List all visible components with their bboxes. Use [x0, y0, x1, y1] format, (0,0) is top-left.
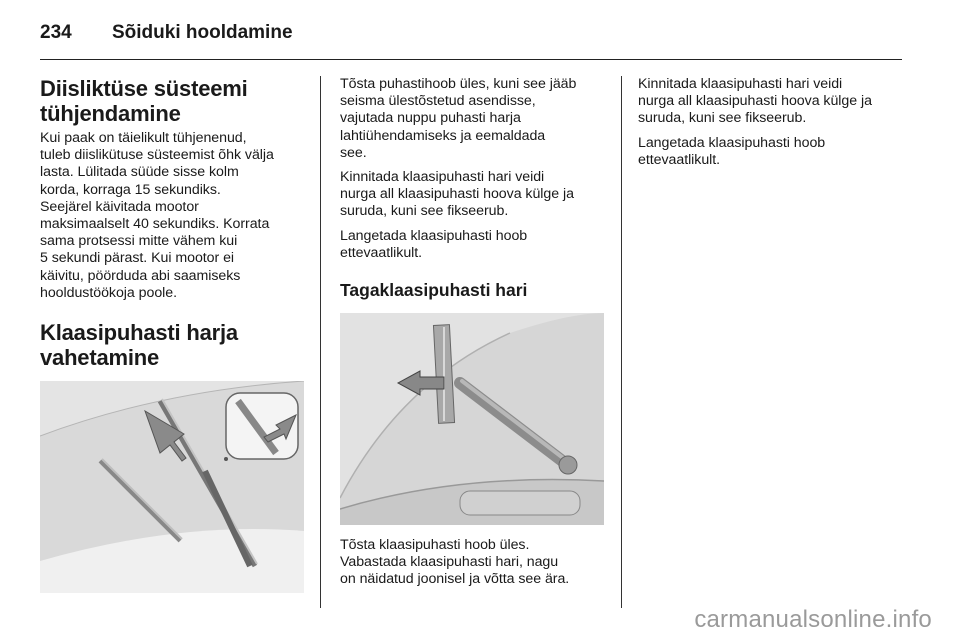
page-number: 234	[40, 22, 72, 43]
watermark: carmanualsonline.info	[694, 606, 932, 633]
text-line: vajutada nuppu puhasti harja	[340, 110, 521, 127]
text-line: hooldustöökoja poole.	[40, 284, 177, 301]
heading-line: Diisliktüse süsteemi	[40, 76, 248, 101]
column-2	[340, 76, 608, 589]
text-line: lahtiühendamiseks ja eemaldada	[340, 127, 546, 144]
column-divider	[320, 76, 321, 608]
windshield-wiper-illustration	[40, 381, 304, 593]
text-line: see.	[340, 144, 367, 161]
section-heading-rear-wiper: Tagaklaasipuhasti hari	[340, 280, 528, 301]
text-line: Langetada klaasipuhasti hoob	[340, 227, 528, 244]
column-divider	[621, 76, 622, 608]
section-heading-diesel	[40, 76, 304, 126]
text-line: sama protsessi mitte vähem kui	[40, 233, 238, 250]
paragraph-lower-rear-lever	[638, 135, 908, 169]
column-3	[638, 76, 908, 169]
windshield-wiper-drawing	[40, 381, 304, 593]
text-line: Tõsta puhastihoob üles, kuni see jääb	[340, 76, 577, 92]
paragraph-diesel	[40, 130, 304, 302]
text-line: ettevaatlikult.	[638, 151, 721, 168]
text-line: tuleb diislikütuse süsteemist õhk välja	[40, 147, 274, 164]
text-line: ettevaatlikult.	[340, 244, 423, 261]
text-line: nurga all klaasipuhasti hoova külge ja	[340, 186, 574, 203]
header-rule	[40, 59, 902, 60]
text-line: maksimaalselt 40 sekundiks. Korrata	[40, 216, 270, 233]
section-heading-wiper	[40, 320, 304, 370]
text-line: Seejärel käivitada mootor	[40, 198, 199, 215]
text-line: Kinnitada klaasipuhasti hari veidi	[340, 169, 545, 186]
text-line: Langetada klaasipuhasti hoob	[638, 134, 826, 151]
text-line: Kinnitada klaasipuhasti hari veidi	[638, 76, 843, 92]
heading-line: tühjendamine	[40, 101, 181, 126]
heading-line: vahetamine	[40, 345, 160, 371]
text-line: on näidatud joonisel ja võtta see ära.	[340, 571, 570, 588]
text-line: suruda, kuni see fikseerub.	[340, 203, 509, 220]
text-line: suruda, kuni see fikseerub.	[638, 110, 807, 127]
heading-line: Klaasipuhasti harja	[40, 320, 238, 346]
page-header	[40, 22, 293, 46]
text-line: Vabastada klaasipuhasti hari, nagu	[340, 554, 559, 571]
text-line: Tõsta klaasipuhasti hoob üles.	[340, 537, 530, 554]
rear-wiper-drawing	[340, 313, 604, 525]
paragraph-attach-blade	[340, 169, 608, 221]
text-line: lasta. Lülitada süüde sisse kolm	[40, 164, 239, 181]
text-line: käivitu, pöörduda abi saamiseks	[40, 267, 241, 284]
page-title: Sõiduki hooldamine	[112, 22, 293, 43]
text-line: Kui paak on täielikult tühjenenud,	[40, 130, 247, 146]
paragraph-raise-lever	[340, 76, 608, 162]
text-line: seisma ülestõstetud asendisse,	[340, 93, 536, 110]
text-line: korda, korraga 15 sekundiks.	[40, 181, 221, 198]
paragraph-attach-rear-blade	[638, 76, 908, 128]
text-line: 5 sekundi pärast. Kui mootor ei	[40, 250, 235, 267]
paragraph-remove-rear-blade	[340, 537, 608, 589]
text-line: nurga all klaasipuhasti hoova külge ja	[638, 93, 872, 110]
paragraph-lower-lever	[340, 228, 608, 262]
rear-wiper-illustration	[340, 313, 604, 525]
column-1	[40, 76, 304, 593]
